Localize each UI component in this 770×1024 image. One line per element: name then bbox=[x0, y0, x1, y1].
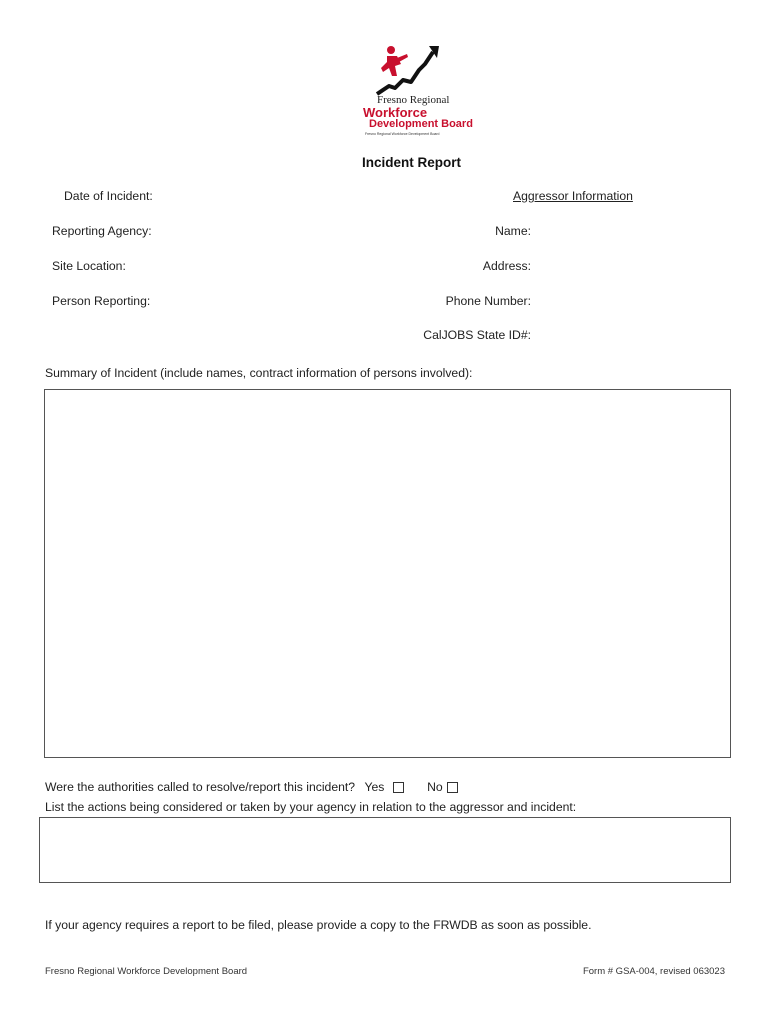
no-checkbox[interactable] bbox=[447, 782, 458, 793]
date-of-incident-label: Date of Incident: bbox=[64, 189, 153, 203]
logo-line3: Development Board bbox=[369, 118, 473, 130]
summary-label: Summary of Incident (include names, contract information of persons involved): bbox=[45, 366, 473, 380]
yes-checkbox[interactable] bbox=[393, 782, 404, 793]
logo-line1: Fresno Regional bbox=[377, 94, 450, 106]
aggressor-name-label: Name: bbox=[495, 224, 531, 238]
yes-label: Yes bbox=[364, 780, 385, 794]
site-location-label: Site Location: bbox=[52, 259, 126, 273]
authorities-row bbox=[45, 780, 458, 794]
footer-right: Form # GSA-004, revised 063023 bbox=[582, 966, 725, 977]
page-title: Incident Report bbox=[362, 155, 462, 170]
aggressor-phone-label: Phone Number: bbox=[445, 294, 531, 308]
actions-textbox[interactable] bbox=[39, 817, 731, 883]
no-label: No bbox=[427, 780, 443, 794]
logo-line2: Workforce bbox=[363, 105, 428, 120]
aggressor-address-label: Address: bbox=[482, 259, 531, 273]
footer-left: Fresno Regional Workforce Development Board bbox=[45, 966, 248, 977]
authorities-question: Were the authorities called to resolve/report this incident? bbox=[45, 780, 356, 794]
reporting-agency-label: Reporting Agency: bbox=[52, 224, 152, 238]
closing-note: If your agency requires a report to be filed, please provide a copy to the FRWDB as soon as possible. bbox=[45, 918, 592, 932]
actions-label: List the actions being considered or taken by your agency in relation to the aggressor and incident: bbox=[45, 800, 577, 814]
logo-tagline: Fresno Regional Workforce Development Board bbox=[365, 132, 440, 136]
person-reporting-label: Person Reporting: bbox=[52, 294, 151, 308]
summary-textbox[interactable] bbox=[44, 389, 731, 758]
aggressor-heading: Aggressor Information bbox=[513, 189, 633, 203]
climbing-figure-arrow-icon bbox=[367, 42, 447, 98]
aggressor-caljobs-label: CalJOBS State ID#: bbox=[423, 328, 531, 342]
logo bbox=[355, 42, 475, 138]
